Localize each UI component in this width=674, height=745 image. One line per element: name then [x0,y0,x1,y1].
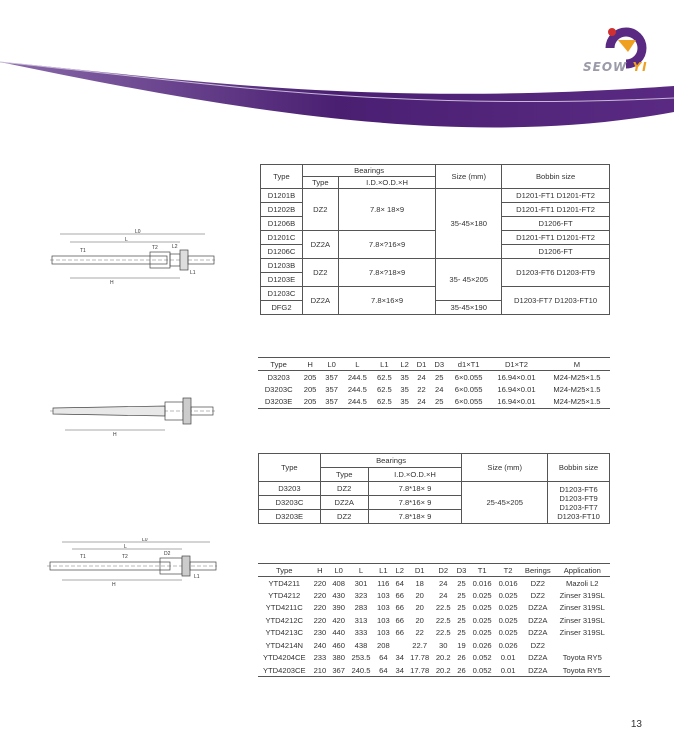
table-cell: 0.025 [498,603,518,613]
page-number: 13 [630,719,642,730]
table-cell: 16.94×0.01 [497,372,536,382]
table-cell: 66 [395,615,404,625]
table-cell: Toyota RY5 [555,664,610,677]
table-cell: 30 [438,640,448,650]
table-cell: 0.025 [498,615,518,625]
table-cell: 440 [332,628,345,638]
table-cell: 22 [417,384,426,394]
table-cell: 438 [354,640,368,650]
table-cell: 205 [299,396,321,409]
table-cell: 20 [415,590,424,600]
column-header: D1 [407,564,433,577]
table-cell: YTD4212C [265,615,304,625]
table-cell: 313 [354,615,368,625]
table-cell: 301 [354,578,368,588]
column-header: L1 [374,564,393,577]
table-cell: 20 [415,603,424,613]
table-row [258,383,610,396]
column-header: D3 [454,564,469,577]
table-cell: Toyota RY5 [562,653,602,663]
table-cell: 0.025 [472,615,492,625]
spindle-drawing-2 [45,378,220,438]
column-header: H [299,358,321,371]
label-l: L [124,544,127,550]
label-h: H [112,582,116,588]
table-cell: 22.5 [435,628,451,638]
table-cell: 323 [354,590,368,600]
table-row [258,627,610,640]
column-header: L2 [393,564,407,577]
table-cell: 26 [454,664,469,677]
column-header: Type [258,358,299,371]
table-cell: 0.025 [498,590,518,600]
table-cell: 22.7 [412,640,428,650]
table-row [258,589,610,602]
table-cell [393,639,407,652]
column-header: Berings [521,564,555,577]
table-cell: 240.5 [348,664,374,677]
spec-table-1: Type Bearings Size (mm) Bobbin size Type I.D.×O.D.×H D1201B DZ2 7.8× 18×9 35-45×180 D1201-FT1 D1201-FT2 D1202B D1201-FT1 D1201-FT2 D1206B D1206-FT D1201C DZ2A 7.8×?16×9 D1201-FT1 D1201-FT2 D1206C D1206-FT D1203B DZ2 7.8×?18×9 35- 45×205 D1203-FT6 D1203-FT9 D1203E D1203C DZ2A 7.8×16×9 D1203-FT7 D1203-FT10 DFG2 35-45×190 [260,164,610,315]
spec-table-2 [258,357,610,409]
table-cell: DZ2A [528,615,548,625]
spindle-drawing-3 [42,538,222,588]
table-cell: 244.5 [347,384,367,394]
table-cell: 66 [395,603,404,613]
table-row [258,614,610,627]
table-cell: 25 [435,372,444,382]
table-cell: 16.94×0.01 [497,384,536,394]
column-header: H [311,564,330,577]
column-header: T1 [469,564,495,577]
col-size: Size (mm) [436,165,502,189]
label-l: L [125,237,128,243]
table-cell: 24 [438,590,448,600]
table-cell: 205 [303,384,317,394]
table-cell: 357 [321,396,343,409]
table-cell: D3203C [264,384,293,394]
table-row [258,639,610,652]
table-cell: 34 [395,653,404,663]
table-cell: 357 [325,384,338,394]
column-header: T2 [495,564,521,577]
table-cell: 103 [377,615,390,625]
table-cell: 62.5 [376,384,392,394]
table-cell: 35 [400,372,409,382]
table-cell: 244.5 [347,372,367,382]
table-cell: 0.025 [472,603,492,613]
label-t2: T2 [152,245,158,251]
table-cell: 16.94×0.01 [489,396,544,409]
spec-table-4 [258,563,610,677]
table-cell: YTD4211 [268,578,301,588]
table-cell: 0.026 [498,640,518,650]
column-header: L2 [397,358,413,371]
table-cell: DZ2 [530,640,545,650]
table-cell: Zinser 319SL [559,628,605,638]
column-header: D3 [430,358,448,371]
label-l1: L1 [190,270,196,276]
table-cell: 208 [377,640,390,650]
table-cell: 20.2 [435,653,451,663]
label-h: H [110,280,114,286]
table-cell: 6×0.055 [454,384,483,394]
table-cell: 220 [313,578,327,588]
table-cell: 408 [332,578,345,588]
table-cell: 333 [354,628,368,638]
spec-table-3: Type Bearings Size (mm) Bobbin size Type I.D.×O.D.×H D3203 DZ2 7.8*18× 9 25-45×205 D1203-FT6 D1203-FT9 D1203-FT7 D1203-FT10 D3203C DZ2A 7.8*16× 9 D3203E DZ2 7.8*18× 9 [258,453,610,524]
table-cell: 64 [379,653,388,663]
table-cell: Zinser 319SL [559,603,605,613]
table-cell: YTD4212 [268,590,301,600]
table-cell: 20 [415,615,424,625]
table-cell: 24 [435,384,444,394]
label-l1: L1 [194,574,200,580]
column-header: D1 [413,358,431,371]
table-cell: Mazoli L2 [566,578,599,588]
table-cell: DZ2A [528,628,548,638]
table-cell: DZ2A [528,603,548,613]
table-cell: 62.5 [372,396,396,409]
label-l2: L2 [172,244,178,250]
table-cell: 220 [313,615,327,625]
column-header: L0 [321,358,343,371]
table-cell: YTD4214N [265,640,304,650]
table-cell: 24 [413,396,431,409]
table-cell: 35 [400,384,409,394]
label-l0: L0 [142,538,148,543]
table-row [258,577,610,590]
table-cell: 6×0.055 [448,396,489,409]
column-header: L0 [329,564,348,577]
column-header: L [342,358,372,371]
table-row [258,664,610,677]
column-header: L1 [372,358,396,371]
table-cell: DZ2 [530,590,545,600]
table-cell: 233 [313,653,327,663]
col-bearings: Bearings [302,165,435,177]
table-cell: 230 [313,628,327,638]
table-cell: 0.016 [472,578,492,588]
table-cell: 25 [457,590,466,600]
col-bobbin: Bobbin size [502,165,610,189]
table-cell: 64 [395,578,404,588]
table-cell: 25 [457,615,466,625]
table-cell: 25 [430,396,448,409]
table-cell: D3203 [267,372,290,382]
table-cell: M24-M25×1.5 [553,384,601,394]
table-cell: 17.78 [410,653,430,663]
label-h: H [113,432,117,438]
table-cell: Zinser 319SL [559,615,605,625]
table-cell: 253.5 [351,653,371,663]
table-cell: 26 [457,653,466,663]
label-t2: T2 [122,554,128,560]
table-cell: 103 [377,590,390,600]
table-cell: YTD4204CE [262,653,306,663]
table-cell: 24 [417,372,426,382]
column-header: Type [258,564,311,577]
table-cell: M24-M25×1.5 [544,396,610,409]
table-cell: 66 [395,628,404,638]
table-row [258,396,610,409]
label-t1: T1 [80,248,86,254]
brand-wordmark: SEOW YI [583,60,648,74]
table-cell: 22 [415,628,424,638]
table-cell: 25 [457,603,466,613]
table-cell: DZ2A [528,653,548,663]
table-cell: 22.5 [435,603,451,613]
table-cell: 0.026 [472,640,492,650]
table-cell: 64 [374,664,393,677]
column-header: M [544,358,610,371]
table-cell: 103 [377,628,390,638]
column-header: d1×T1 [448,358,489,371]
table-cell: DZ2A [521,664,555,677]
table-cell: 24 [438,578,448,588]
column-header: D2 [433,564,454,577]
table-cell: 0.025 [498,628,518,638]
table-cell: 0.052 [472,653,492,663]
table-cell: 0.01 [495,664,521,677]
table-cell: 62.5 [376,372,392,382]
label-l0: L0 [135,229,141,235]
table-row [258,602,610,615]
table-cell: 6×0.055 [454,372,483,382]
table-cell: 116 [377,578,390,588]
table-cell: 205 [303,372,317,382]
table-cell: 460 [332,640,345,650]
table-cell: 210 [311,664,330,677]
table-cell: 35 [397,396,413,409]
column-header: Application [555,564,610,577]
table-cell: 19 [457,640,466,650]
table-cell: Zinser 319SL [559,590,605,600]
table-row [258,371,610,384]
header-banner [0,0,674,160]
table-cell: DZ2 [530,578,545,588]
table-cell: 420 [332,615,345,625]
table-cell: 0.052 [469,664,495,677]
table-cell: M24-M25×1.5 [553,372,601,382]
table-cell: 103 [377,603,390,613]
table-cell: 380 [332,653,345,663]
table-cell: 18 [415,578,424,588]
table-cell: 20.2 [433,664,454,677]
table-cell: 0.016 [498,578,518,588]
table-cell: 34 [393,664,407,677]
table-cell: YTD4203CE [258,664,311,677]
table-cell: 283 [354,603,368,613]
col-type: Type [261,165,303,189]
table-cell: YTD4213C [265,628,304,638]
table-cell: 240 [313,640,327,650]
table-cell: 22.5 [435,615,451,625]
table-cell: D3203E [258,396,299,409]
table-cell: 17.78 [407,664,433,677]
table-cell: 390 [332,603,345,613]
table-cell: 66 [395,590,404,600]
table-cell: YTD4211C [265,603,303,613]
column-header: D1×T2 [489,358,544,371]
label-t1: T1 [80,554,86,560]
table-cell: 0.025 [472,628,492,638]
column-header: L [348,564,374,577]
table-cell: 357 [325,372,338,382]
table-cell: 25 [457,628,466,638]
spindle-drawing-1 [40,228,220,288]
table-cell: 367 [329,664,348,677]
table-cell: 0.025 [472,590,492,600]
table-cell: 244.5 [342,396,372,409]
table-cell [555,639,610,652]
label-d2: D2 [164,551,171,557]
table-cell: 220 [313,590,327,600]
table-row [258,652,610,665]
table-cell: 25 [457,578,466,588]
table-cell: 0.01 [500,653,516,663]
table-cell: 430 [332,590,345,600]
table-cell: 220 [313,603,327,613]
